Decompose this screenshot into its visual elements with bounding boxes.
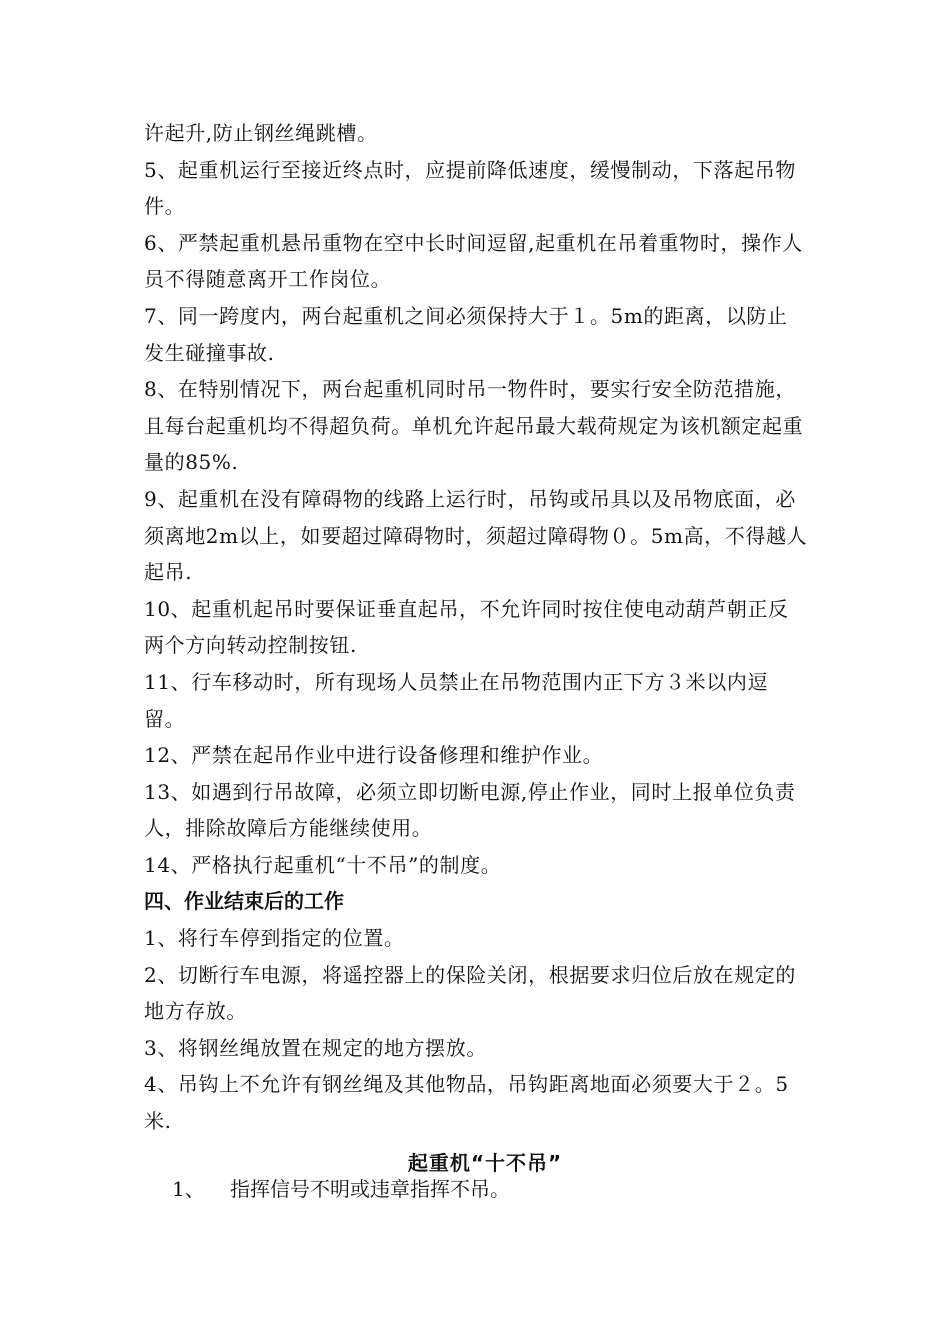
paragraph: 14、严格执行起重机“十不吊”的制度。 (144, 852, 502, 877)
section-item: 4、吊钩上不允许有钢丝绳及其他物品，吊钩距离地面必须要大于２。5米. (144, 1072, 789, 1134)
paragraph: 12、严禁在起吊作业中进行设备修理和维护作业。 (144, 743, 604, 768)
section-item: 2、切断行车电源，将遥控器上的保险关闭，根据要求归位后放在规定的地方存放。 (144, 962, 796, 1024)
paragraph: 8、在特别情况下，两台起重机同时吊一物件时，要实行安全防范措施，且每台起重机均不得超负荷。单机允许起吊最大载荷规定为该机额定起重量的85%. (144, 377, 804, 475)
paragraph: 许起升,防止钢丝绳跳槽。 (144, 121, 378, 145)
list-item (172, 1171, 510, 1207)
paragraph: 6、严禁起重机悬吊重物在空中长时间逗留,起重机在吊着重物时，操作人员不得随意离开工作岗位。 (144, 230, 803, 292)
paragraph: 9、起重机在没有障碍物的线路上运行时，吊钩或吊具以及吊物底面，必须离地2m以上，如要超过障碍物时，须超过障碍物０。5m高，不得越人起吊. (144, 486, 808, 585)
paragraph: 5、起重机运行至接近终点时，应提前降低速度，缓慢制动，下落起吊物件。 (144, 157, 796, 219)
list-item-number: 1、 (172, 1177, 205, 1201)
section-item: 1、将行车停到指定的位置。 (144, 926, 405, 951)
paragraph: 7、同一跨度内，两台起重机之间必须保持大于１。5m的距离，以防止发生碰撞事故. (144, 303, 788, 365)
body-text (144, 115, 808, 1140)
paragraph: 10、起重机起吊时要保证垂直起吊，不允许同时按住使电动葫芦朝正反两个方向转动控制按钮. (144, 596, 789, 658)
paragraph: 11、行车移动时，所有现场人员禁止在吊物范围内正下方３米以内逗留。 (144, 669, 769, 731)
title-text: 起重机“十不吊” (407, 1151, 563, 1175)
section-item: 3、将钢丝绳放置在规定的地方摆放。 (144, 1035, 487, 1060)
section-heading: 四、作业结束后的工作 (144, 889, 344, 914)
paragraph: 13、如遇到行吊故障，必须立即切断电源,停止作业，同时上报单位负责人，排除故障后方能继续使用。 (144, 779, 796, 841)
list-item-text: 指挥信号不明或违章指挥不吊。 (230, 1177, 510, 1201)
